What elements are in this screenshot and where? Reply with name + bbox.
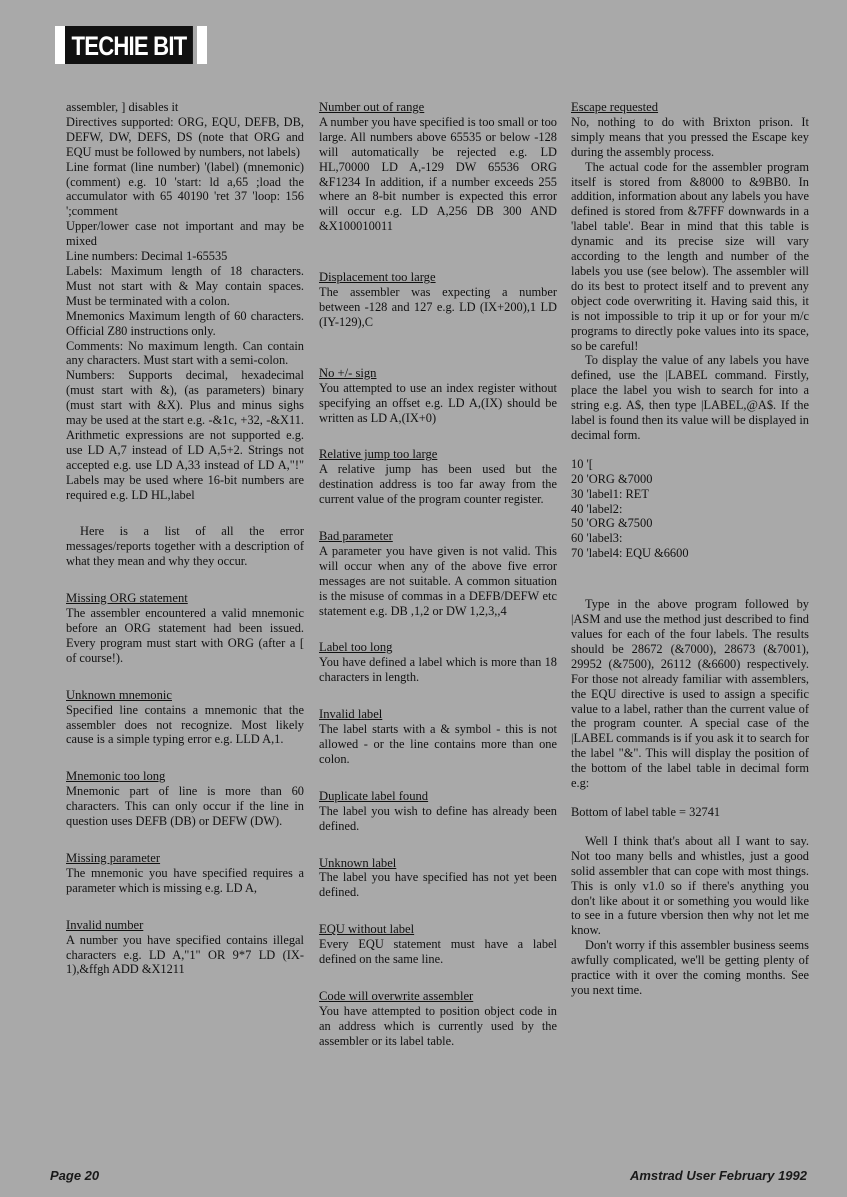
error-heading: Invalid number (66, 917, 144, 932)
paragraph: Labels: Maximum length of 18 characters. Must not start with & May contain spaces. Must be terminated with a colon. (66, 263, 304, 308)
error-heading: No +/- sign (319, 365, 377, 380)
error-heading: Duplicate label found (319, 788, 429, 803)
paragraph: Numbers: Supports decimal, hexadecimal (must start with &), (as parameters) binary (must start with &X). Plus and minus sighs may be used at the start e.g. -&1c, +32, -&X11. Arithmetic expressions are not supported e.g. use LD A,7 instead of LD A,5+2. Strings not accepted e.g. use LD A,33 instead of LD A,"!" Labels may be used where 16-bit numbers are required e.g. LD HL,label (66, 368, 304, 502)
error-description: You attempted to use an index register without specifying an offset e.g. LD A,(IX) should be written as LD A,(IX+0) (319, 380, 557, 425)
error-heading: Label too long (319, 640, 393, 655)
section-header (55, 26, 207, 64)
code-line: 70 'label4: EQU &6600 (571, 546, 689, 561)
error-heading: EQU without label (319, 922, 415, 937)
paragraph: Directives supported: ORG, EQU, DEFB, DB, DEFW, DW, DEFS, DS (note that ORG and EQU must be followed by numbers, not labels) (66, 114, 304, 159)
error-description: You have attempted to position object code in an address which is currently used by the assembler or its label table. (319, 1003, 557, 1048)
error-heading: Unknown label (319, 855, 397, 870)
paragraph: Well I think that's about all I want to say. Not too many bells and whistles, just a good solid assembler that can cope with most things. This is only v1.0 so if there's anything you don't like about it or something you would like to see in a future vbersion then why not let me know. (571, 833, 809, 938)
error-description: Every EQU statement must have a label defined on the same line. (319, 937, 557, 967)
paragraph: Bottom of label table = 32741 (571, 804, 721, 819)
code-line: 40 'label2: (571, 501, 623, 516)
error-description: Mnemonic part of line is more than 60 characters. This can only occur if the line in question uses DEFB (DB) or DEFW (DW). (66, 784, 304, 829)
paragraph: Upper/lower case not important and may be mixed (66, 219, 304, 249)
error-description: Specified line contains a mnemonic that the assembler does not recognize. Most likely cause is a simple typing error e.g. LLD A,1. (66, 702, 304, 747)
header-right-bar (197, 26, 207, 64)
paragraph: Comments: No maximum length. Can contain any characters. Must start with a semi-colon. (66, 338, 304, 368)
error-heading: Relative jump too large (319, 447, 438, 462)
error-heading: Missing ORG statement (66, 591, 188, 606)
error-heading: Number out of range (319, 100, 425, 114)
error-description: The label you have specified has not yet been defined. (319, 870, 557, 900)
error-heading: Unknown mnemonic (66, 687, 172, 702)
error-description: The label starts with a & symbol - this is not allowed - or the line contains more than one colon. (319, 722, 557, 766)
paragraph: To display the value of any labels you have defined, use the |LABEL command. Firstly, place the label you wish to search for into a string e.g. A$, then type |LABEL,@A$. If the label is found then its value will be displayed in decimal form. (571, 353, 809, 442)
paragraph: Mnemonics Maximum length of 60 characters. Official Z80 instructions only. (66, 308, 304, 338)
error-description: A number you have specified contains illegal characters e.g. LD A,"1" OR 9*7 LD (IX-1),&ffgh ADD &X1211 (66, 932, 304, 977)
section-title: TECHIE BIT (65, 26, 193, 64)
paragraph: Line numbers: Decimal 1-65535 (66, 249, 228, 264)
error-description: The assembler was expecting a number between -128 and 127 e.g. LD (IX+200),1 LD (IY-129),C (319, 285, 557, 329)
error-description: The mnemonic you have specified requires a parameter which is missing e.g. LD A, (66, 865, 304, 895)
paragraph: assembler, ] disables it (66, 100, 179, 114)
error-heading: Invalid label (319, 707, 383, 722)
column-2 (319, 100, 557, 1049)
paragraph: Type in the above program followed by |ASM and use the method just described to find values for each of the four labels. The results should be 28672 (&7000), 28673 (&7001), 29952 (&7500), 26112 (&6600) respectively. For those not already familiar with assemblers, the EQU directive is used to assign a specific value to a label, rather than the current value of the program counter. A special case of the |LABEL commands is if you ask it to search for the label "&". This will display the position of the bottom of the label table in decimal form e.g: (571, 597, 809, 791)
paragraph: The actual code for the assembler program itself is stored from &8000 to &9BB0. In addition, information about any labels you have defined is stored from &7FFF downwards in a 'label table'. Bear in mind that this table is dynamic and its precise size will vary according to the length and number of the labels you use (see below). The assembler will do its best to protect itself and to prevent any object code overwriting it. Having said this, it is not impossible to trip it up or for your m/c programs to directly poke values into its space, so be careful! (571, 159, 809, 353)
code-line: 20 'ORG &7000 (571, 471, 653, 486)
error-description: No, nothing to do with Brixton prison. It simply means that you pressed the Escape key during the assembly process. (571, 114, 809, 159)
header-left-bar (55, 26, 65, 64)
paragraph: Line format (line number) '(label) (mnemonic) (comment) e.g. 10 'start: ld a,65 ;load the accumulator with 65 40190 'ret 37 'loop: 156 ';comment (66, 159, 304, 219)
error-description: The assembler encountered a valid mnemonic before an ORG statement had been issued. Every program must start with ORG (after a [ of course!). (66, 606, 304, 665)
error-heading: Mnemonic too long (66, 769, 166, 784)
error-heading: Escape requested (571, 100, 659, 114)
error-description: You have defined a label which is more than 18 characters in length. (319, 655, 557, 685)
error-heading: Code will overwrite assembler (319, 988, 474, 1003)
error-description: A relative jump has been used but the destination address is too far away from the current value of the program counter register. (319, 462, 557, 507)
code-line: 30 'label1: RET (571, 486, 649, 501)
error-description: A number you have specified is too small or too large. All numbers above 65535 or below -128 will automatically be rejected e.g. LD HL,70000 LD A,-129 DW 65536 ORG &F1234 In addition, if a number exceeds 255 where an 8-bit number is expected this error will occur e.g. LD A,256 DB 300 AND &X100010011 (319, 114, 557, 234)
column-3 (571, 100, 809, 998)
issue-label: Amstrad User February 1992 (629, 1168, 807, 1183)
paragraph: Here is a list of all the error messages/reports together with a description of what they mean and why they occur. (66, 524, 304, 569)
error-description: A parameter you have given is not valid. This will occur when any of the above five error messages are not suitable. A common situation is the misuse of commas in a DEFB/DEFW etc statement e.g. DB ,1,2 or DW 1,2,3,,4 (319, 543, 557, 618)
code-line: 10 '[ (571, 456, 593, 471)
code-line: 50 'ORG &7500 (571, 516, 653, 531)
error-heading: Missing parameter (66, 850, 161, 865)
paragraph: Don't worry if this assembler business seems awfully complicated, we'll be getting plenty of practice with it over the coming months. See you next time. (571, 938, 809, 997)
page-number: Page 20 (50, 1168, 100, 1183)
column-1 (66, 100, 304, 977)
error-heading: Bad parameter (319, 529, 393, 544)
code-listing (571, 457, 809, 561)
code-line: 60 'label3: (571, 531, 623, 546)
error-description: The label you wish to define has already been defined. (319, 803, 557, 833)
error-heading: Displacement too large (319, 270, 436, 285)
